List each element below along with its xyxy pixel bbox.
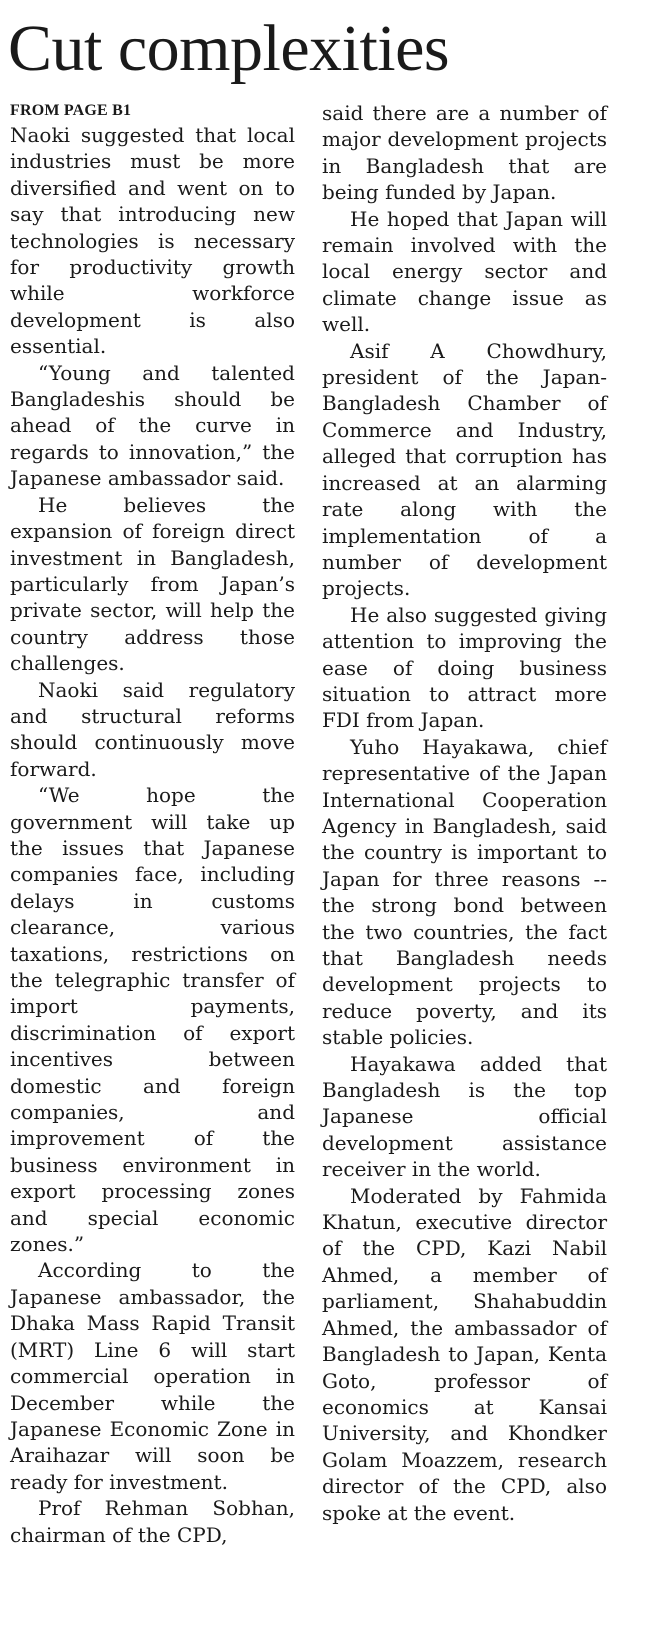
paragraph: He also suggested giving attention to improving the ease of doing business situation to attract more FDI from Japan. [322,602,607,733]
paragraph: Prof Rehman Sobhan, chairman of the CPD, [10,1496,295,1547]
paragraph: He believes the expansion of foreign direct investment in Bangladesh, particularly from Japan’s private sector, will help the country address those challenges. [10,492,295,676]
article-column-left [10,100,295,1548]
paragraph: Naoki suggested that local industries must be more diversified and went on to say that introducing new technologies is necessary for productivity growth while workforce development is also essential. [10,123,295,359]
paragraph: Hayakawa added that Bangladesh is the top Japanese official development assistance receiver in the world. [322,1051,607,1182]
paragraph: Asif A Chowdhury, president of the Japan-Bangladesh Chamber of Commerce and Industry, alleged that corruption has increased at an alarming rate along with the implementation of a number of development projects. [322,338,607,601]
paragraph: According to the Japanese ambassador, the Dhaka Mass Rapid Transit (MRT) Line 6 will start commercial operation in December while the Japanese Economic Zone in Araihazar will soon be ready for investment. [10,1258,295,1494]
paragraph: Moderated by Fahmida Khatun, executive director of the CPD, Kazi Nabil Ahmed, a member of parliament, Shahabuddin Ahmed, the ambassador of Bangladesh to Japan, Kenta Goto, professor of economics at Kansai University, and Khondker Golam Moazzem, research director of the CPD, also spoke at the event. [322,1183,607,1525]
headline: Cut complexities [8,12,450,85]
paragraph: said there are a number of major development projects in Bangladesh that are being funded by Japan. [322,101,607,205]
paragraph: “We hope the government will take up the issues that Japanese companies face, including delays in customs clearance, various taxations, restrictions on the telegraphic transfer of import payments, discrimination of export incentives between domestic and foreign companies, and improvement of the business environment in export processing zones and special economic zones.” [10,783,295,1257]
paragraph: He hoped that Japan will remain involved with the local energy sector and climate change issue as well. [322,206,607,337]
article-column-right [322,100,607,1526]
paragraph: Yuho Hayakawa, chief representative of the Japan International Cooperation Agency in Bangladesh, said the country is important to Japan for three reasons -- the strong bond between the two countries, the fact that Bangladesh needs development projects to reduce poverty, and its stable policies. [322,734,607,1050]
paragraph: Naoki said regulatory and structural reforms should continuously move forward. [10,677,295,781]
continuation-kicker: FROM PAGE B1 [10,102,132,119]
paragraph: “Young and talented Bangladeshis should be ahead of the curve in regards to innovation,” the Japanese ambassador said. [10,360,295,491]
